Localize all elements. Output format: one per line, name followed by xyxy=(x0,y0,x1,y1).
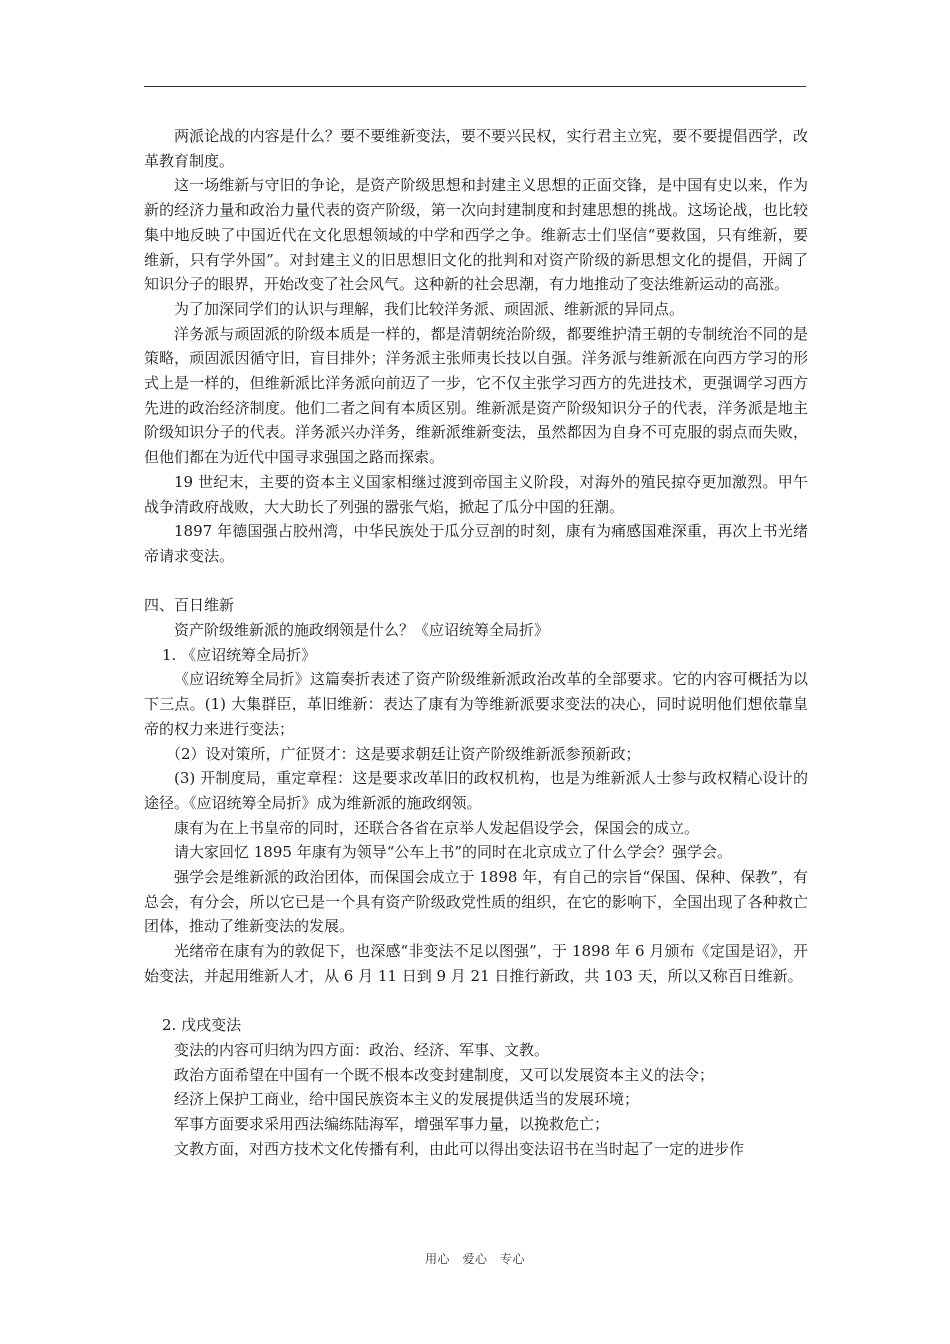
paragraph: （2）设对策所，广征贤才：这是要求朝廷让资产阶级维新派参预新政； xyxy=(166,744,641,763)
spacer xyxy=(144,569,808,594)
paragraph: 两派论战的内容是什么？要不要维新变法，要不要兴民权，实行君主立宪，要不要提倡西学，改革教育制度。 xyxy=(144,127,808,170)
spacer xyxy=(144,989,808,1014)
paragraph: 19 世纪末，主要的资本主义国家相继过渡到帝国主义阶段，对海外的殖民掠夺更加激烈。甲午战争清政府战败，大大助长了列强的嚣张气焰，掀起了瓜分中国的狂潮。 xyxy=(144,472,808,516)
paragraph: 军事方面要求采用西法编练陆海军，增强军事力量，以挽救危亡； xyxy=(174,1115,610,1134)
subsection-heading: 2. 戊戌变法 xyxy=(162,1016,242,1035)
paragraph: 1897 年德国强占胶州湾，中华民族处于瓜分豆剖的时刻，康有为痛感国难深重，再次上书光绪帝请求变法。 xyxy=(144,522,808,565)
document-body xyxy=(144,124,808,1162)
paragraph: 为了加深同学们的认识与理解，我们比较洋务派、顽固派、维新派的异同点。 xyxy=(174,299,685,318)
section-heading: 四、百日维新 xyxy=(144,596,235,615)
subsection-heading: 1. 《应诏统筹全局折》 xyxy=(162,645,317,664)
paragraph: 光绪帝在康有为的敦促下，也深感“非变法不足以图强”，于 1898 年 6 月颁布《定国是诏》，开始变法，并起用维新人才，从 6 月 11 日到 9 月 21 日推行新政，共 103 天，所以又称百日维新。 xyxy=(144,942,808,985)
paragraph: 请大家回忆 1895 年康有为领导“公车上书”的同时在北京成立了什么学会？强学会。 xyxy=(174,843,733,862)
paragraph: 政治方面希望在中国有一个既不根本改变封建制度，又可以发展资本主义的法令； xyxy=(174,1065,715,1084)
header-rule xyxy=(144,86,806,87)
paragraph: 经济上保护工商业，给中国民族资本主义的发展提供适当的发展环境； xyxy=(174,1090,640,1109)
page-footer: 用心 爱心 专心 xyxy=(424,1252,525,1266)
paragraph: 资产阶级维新派的施政纲领是什么？《应诏统筹全局折》 xyxy=(174,621,550,640)
paragraph: 这一场维新与守旧的争论，是资产阶级思想和封建主义思想的正面交锋，是中国有史以来，作为新的经济力量和政治力量代表的资产阶级，第一次向封建制度和封建思想的挑战。这场论战，也比较集中地反映了中国近代在文化思想领域的中学和西学之争。维新志士们坚信“要救国，只有维新，要维新，只有学外国”。对封建主义的旧思想旧文化的批判和对资产阶级的新思想文化的提倡，开阔了知识分子的眼界，开始改变了社会风气。这种新的社会思潮，有力地推动了变法维新运动的高涨。 xyxy=(144,176,808,294)
paragraph: 文教方面，对西方技术文化传播有利，由此可以得出变法诏书在当时起了一定的进步作 xyxy=(174,1139,745,1158)
paragraph: 强学会是维新派的政治团体，而保国会成立于 1898 年，有自己的宗旨“保国、保种、保教”，有总会，有分会，所以它已是一个具有资产阶级政党性质的组织，在它的影响下，全国出现了各种救亡团体，推动了维新变法的发展。 xyxy=(144,868,808,936)
paragraph: 《应诏统筹全局折》这篇奏折表述了资产阶级维新派政治改革的全部要求。它的内容可概括为以下三点。(1) 大集群臣，革旧维新：表达了康有为等维新派要求变法的决心，同时说明他们想依靠皇帝的权力来进行变法； xyxy=(144,670,808,738)
paragraph: 康有为在上书皇帝的同时，还联合各省在京举人发起倡设学会，保国会的成立。 xyxy=(174,818,700,837)
paragraph: 变法的内容可归纳为四方面：政治、经济、军事、文教。 xyxy=(174,1040,550,1059)
paragraph: 洋务派与顽固派的阶级本质是一样的，都是清朝统治阶级，都要维护清王朝的专制统治不同的是策略，顽固派因循守旧，盲目排外；洋务派主张师夷长技以自强。洋务派与维新派在向西方学习的形式上是一样的，但维新派比洋务派向前迈了一步，它不仅主张学习西方的先进技术，更强调学习西方先进的政治经济制度。他们二者之间有本质区别。维新派是资产阶级知识分子的代表，洋务派是地主阶级知识分子的代表。洋务派兴办洋务，维新派维新变法，虽然都因为自身不可克服的弱点而失败，但他们都在为近代中国寻求强国之路而探索。 xyxy=(144,324,808,467)
paragraph: (3) 开制度局，重定章程：这是要求改革旧的政权机构，也是为维新派人士参与政权精心设计的途径。《应诏统筹全局折》成为维新派的施政纲领。 xyxy=(144,769,808,812)
